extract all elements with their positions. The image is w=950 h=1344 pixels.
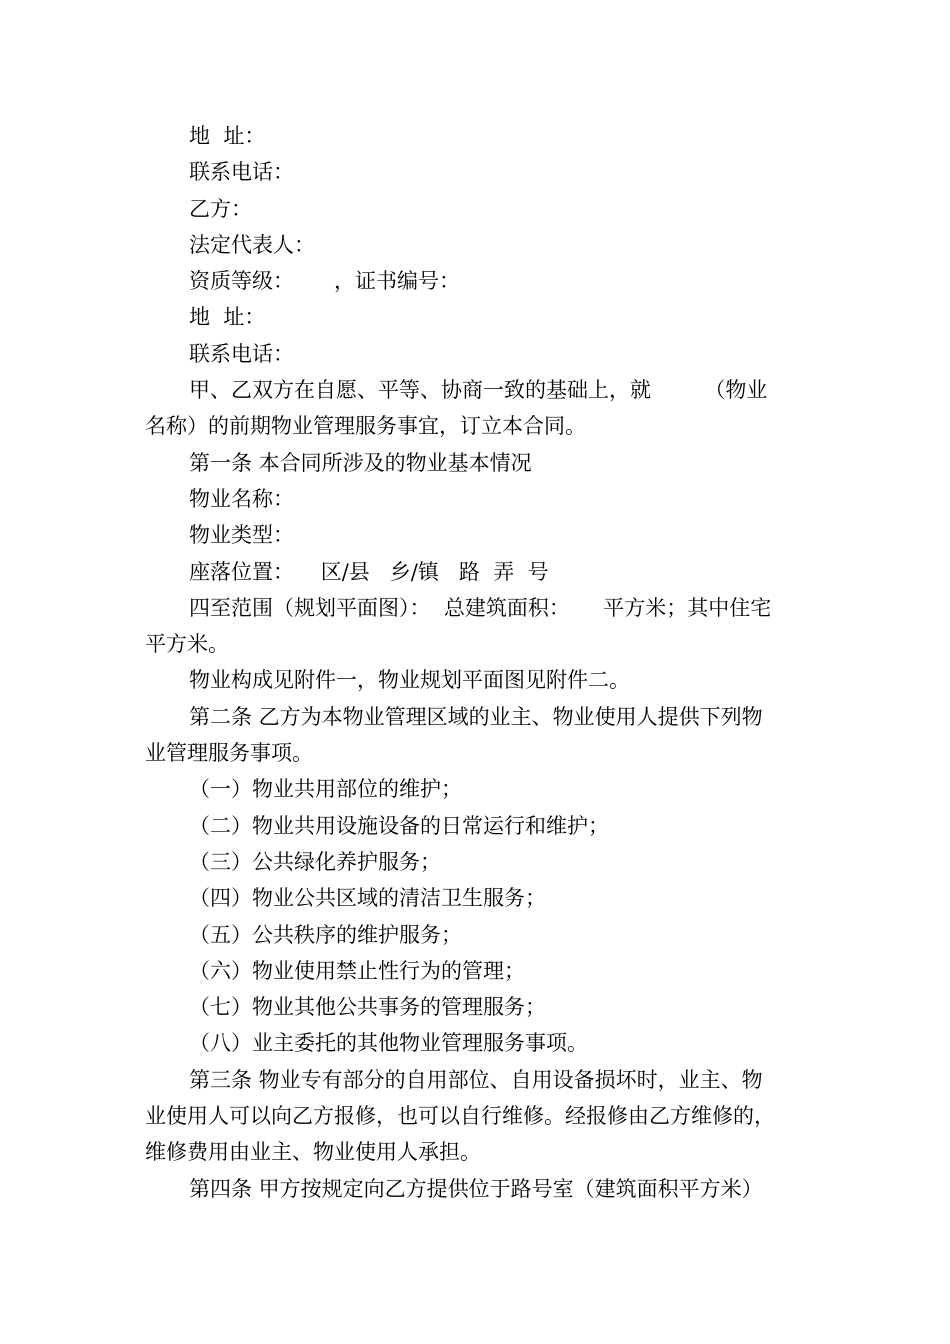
property-type-line: 物业类型： — [189, 523, 294, 548]
phone-line-party-b: 联系电话： — [189, 341, 294, 366]
address-line-party-a: 地 址： — [189, 124, 266, 148]
property-composition-line: 物业构成见附件一，物业规划平面图见附件二。 — [189, 668, 630, 693]
service-item-7: （七）物业其他公共事务的管理服务； — [189, 995, 546, 1020]
service-item-1: （一）物业共用部位的维护； — [189, 777, 462, 802]
service-item-8: （八）业主委托的其他物业管理服务事项。 — [189, 1031, 588, 1056]
preamble-line-1: 甲、乙双方在自愿、平等、协商一致的基础上，就 （物业 — [189, 378, 768, 403]
phone-line-party-a: 联系电话： — [189, 160, 294, 185]
property-name-line: 物业名称： — [189, 486, 294, 511]
article-4-line-1: 第四条 甲方按规定向乙方提供位于路号室（建筑面积平方米） — [189, 1176, 763, 1201]
service-item-6: （六）物业使用禁止性行为的管理； — [189, 958, 525, 983]
document-body — [145, 118, 815, 1207]
service-item-3: （三）公共绿化养护服务； — [189, 849, 441, 874]
article-3-line-1: 第三条 物业专有部分的自用部位、自用设备损坏时，业主、物 — [189, 1067, 763, 1092]
qualification-line: 资质等级： ，证书编号： — [189, 269, 461, 294]
article-2-line-2: 业管理服务事项。 — [145, 741, 313, 766]
legal-representative-line: 法定代表人： — [189, 232, 315, 257]
service-item-4: （四）物业公共区域的清洁卫生服务； — [189, 886, 546, 911]
article-2-line-1: 第二条 乙方为本物业管理区域的业主、物业使用人提供下列物 — [189, 704, 763, 729]
service-item-2: （二）物业共用设施设备的日常运行和维护； — [189, 813, 609, 838]
preamble-line-2: 名称）的前期物业管理服务事宜，订立本合同。 — [145, 414, 586, 439]
boundary-area-line-2: 平方米。 — [145, 632, 229, 657]
article-3-line-3: 维修费用由业主、物业使用人承担。 — [145, 1140, 481, 1165]
service-item-5: （五）公共秩序的维护服务； — [189, 922, 462, 947]
address-line-party-b: 地 址： — [189, 305, 266, 330]
party-b-line: 乙方： — [189, 196, 252, 221]
article-1-heading: 第一条 本合同所涉及的物业基本情况 — [189, 450, 532, 475]
article-3-line-2: 业使用人可以向乙方报修，也可以自行维修。经报修由乙方维修的， — [145, 1104, 775, 1129]
location-line: 座落位置： 区/县 乡/镇 路 弄 号 — [189, 559, 549, 584]
boundary-area-line-1: 四至范围（规划平面图）： 总建筑面积： 平方米；其中住宅 — [189, 595, 772, 620]
